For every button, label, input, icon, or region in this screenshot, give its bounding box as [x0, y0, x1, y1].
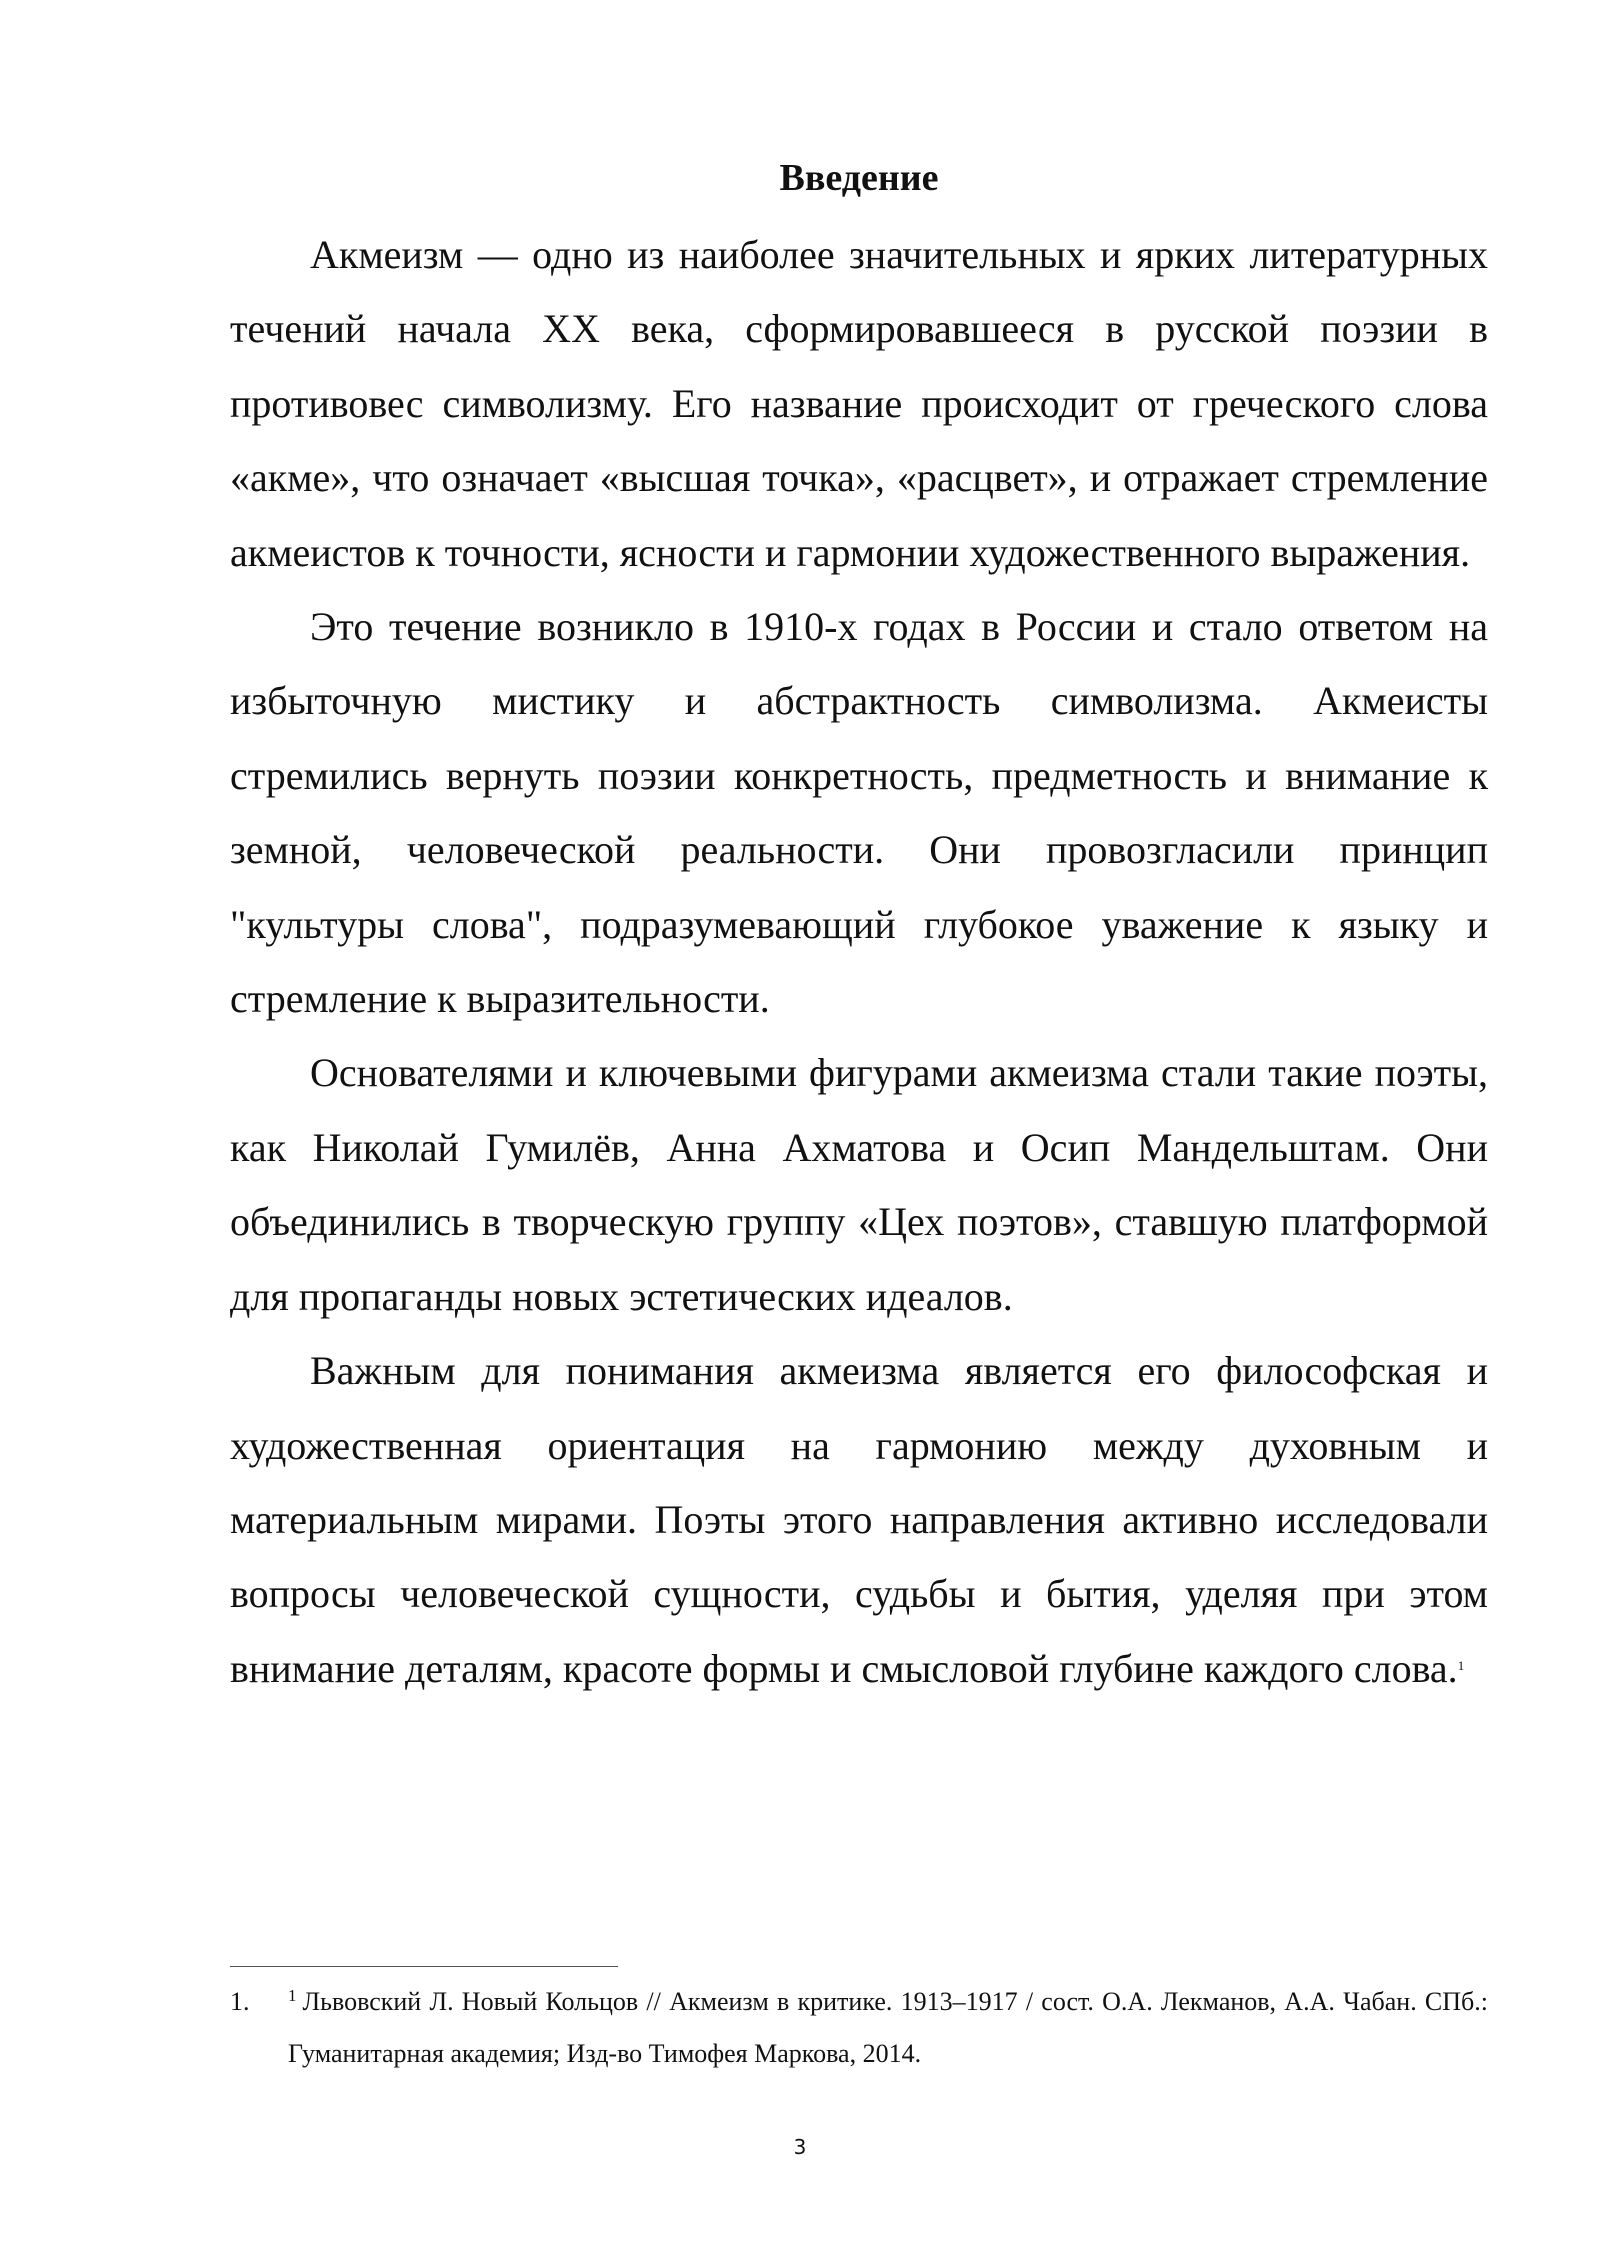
footnote-marker: 1	[288, 1986, 297, 2005]
body-text	[230, 218, 1488, 1706]
page-number: 3	[793, 2135, 807, 2159]
paragraph-2: Это течение возникло в 1910-х годах в России и стало ответом на избыточную мистику и абстрактность символизма. Акмеисты стремились вернуть поэзии конкретность, предметность и внимание к земной, человеческой реальности. Они провозгласили принцип "культуры слова", подразумевающий глубокое уважение к языку и стремление к выразительности.	[230, 604, 1488, 1022]
paragraph-4-text: Важным для понимания акмеизма является его философская и художественная ориентация на гармонию между духовным и материальным мирами. Поэты этого направления активно исследовали вопросы человеческой сущности, судьбы и бытия, уделяя при этом внимание деталям, красоте формы и смысловой глубине каждого слова.	[230, 1348, 1488, 1691]
paragraph-1: Акмеизм — одно из наиболее значительных и ярких литературных течений начала XX века, сформировавшееся в русской поэзии в противовес символизму. Его название происходит от греческого слова «акме», что означает «высшая точка», «расцвет», и отражает стремление акмеистов к точности, ясности и гармонии художественного выражения.	[230, 232, 1488, 575]
footnote-text: Львовский Л. Новый Кольцов // Акмеизм в критике. 1913–1917 / сост. О.А. Лекманов, А.А. Чабан. СПб.: Гуманитарная академия; Изд-во Тимофея Маркова, 2014.	[288, 1987, 1488, 2068]
footnote-reference[interactable]: 1	[1457, 1657, 1465, 1673]
page-title: Введение	[779, 157, 939, 199]
paragraph-3: Основателями и ключевыми фигурами акмеизма стали такие поэты, как Николай Гумилёв, Анна Ахматова и Осип Мандельштам. Они объединились в творческую группу «Цех поэтов», ставшую платформой для пропаганды новых эстетических идеалов.	[230, 1050, 1488, 1319]
footnote-list-number: 1.	[230, 1987, 250, 2016]
footnote-item	[230, 1976, 1488, 2080]
footnote-separator	[230, 1966, 618, 1967]
paragraph-4	[230, 1334, 1488, 1706]
footnotes	[230, 1976, 1488, 2080]
